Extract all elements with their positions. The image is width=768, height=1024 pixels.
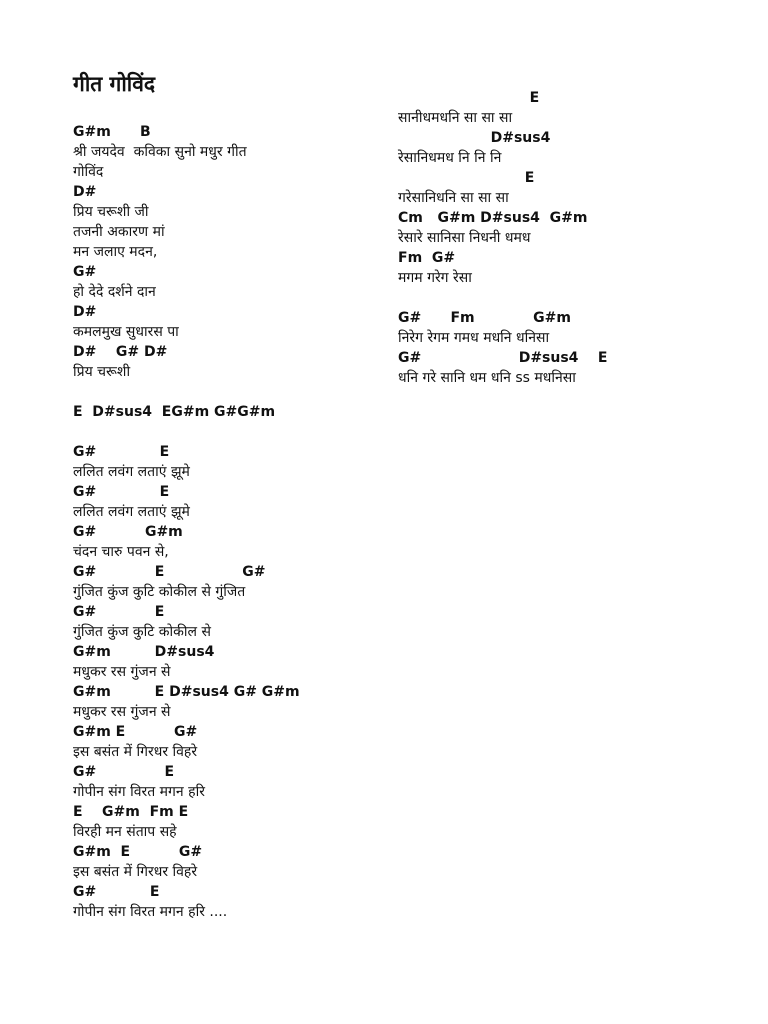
lyric-line: गोविंद — [73, 164, 104, 180]
lyric-line: सानीधमधनि सा सा सा — [398, 110, 513, 126]
spacer — [73, 422, 393, 442]
lyric-line: तजनी अकारण मां — [73, 224, 165, 240]
lyric-line: श्री जयदेव कविका सुनो मधुर गीत — [73, 144, 247, 160]
chord-line: G#m E G# — [73, 724, 198, 740]
lyric-line: मधुकर रस गुंजन से — [73, 704, 171, 720]
spacer — [398, 288, 758, 308]
chord-line: E D#sus4 EG#m G#G#m — [73, 404, 276, 420]
lyric-line: रेसारे सानिसा निधनी धमध — [398, 230, 531, 246]
chord-line: G# D#sus4 E — [398, 350, 608, 366]
chord-line: Fm G# — [398, 250, 456, 266]
chord-line: G# — [73, 264, 97, 280]
chord-line: G# Fm G#m — [398, 310, 571, 326]
lyric-line: गुंजित कुंज कुटि कोकील से — [73, 624, 211, 640]
lyric-line: इस बसंत में गिरधर विहरे — [73, 864, 198, 880]
lyric-line: प्रिय चरूशी जी — [73, 204, 149, 220]
lyric-line: मन जलाए मदन, — [73, 244, 158, 260]
lyric-line: प्रिय चरूशी — [73, 364, 131, 380]
left-column — [73, 122, 393, 922]
lyric-line: गोपीन संग विरत मगन हरि — [73, 784, 205, 800]
chord-line: G# E — [73, 604, 165, 620]
chord-line: D#sus4 — [398, 130, 551, 146]
chord-line: E — [398, 170, 535, 186]
chord-line: G# E — [73, 444, 170, 460]
spacer — [73, 382, 393, 402]
lyric-line: ललित लवंग लताएं झूमे — [73, 464, 190, 480]
lyric-line: निरेग रेगम गमध मधनि धनिसा — [398, 330, 550, 346]
lyric-line: गोपीन संग विरत मगन हरि .... — [73, 904, 228, 920]
lyric-line: कमलमुख सुधारस पा — [73, 324, 179, 340]
chord-line: E — [398, 90, 540, 106]
lyric-line: विरही मन संताप सहे — [73, 824, 177, 840]
chord-line: D# G# D# — [73, 344, 168, 360]
lyric-line: इस बसंत में गिरधर विहरे — [73, 744, 198, 760]
chord-line: G# E G# — [73, 564, 266, 580]
lyric-line: गरेसानिधनि सा सा सा — [398, 190, 509, 206]
lyric-line: हो देदे दर्शने दान — [73, 284, 156, 300]
page-title: गीत गोविंद — [73, 72, 156, 96]
chord-line: G#m E D#sus4 G# G#m — [73, 684, 300, 700]
chord-line: E G#m Fm E — [73, 804, 189, 820]
lyric-line: मगम गरेग रेसा — [398, 270, 472, 286]
chord-line: D# — [73, 304, 97, 320]
lyric-line: धनि गरे सानि धम धनि ss मधनिसा — [398, 370, 576, 386]
chord-line: G#m E G# — [73, 844, 203, 860]
chord-line: G#m D#sus4 — [73, 644, 215, 660]
chord-line: G# G#m — [73, 524, 183, 540]
chord-line: G#m B — [73, 124, 151, 140]
lyric-line: चंदन चारु पवन से, — [73, 544, 169, 560]
chord-line: G# E — [73, 484, 170, 500]
lyric-line: गुंजित कुंज कुटि कोकील से गुंजित — [73, 584, 246, 600]
chord-line: D# — [73, 184, 97, 200]
chord-line: G# E — [73, 884, 160, 900]
chord-line: G# E — [73, 764, 175, 780]
lyric-line: ललित लवंग लताएं झूमे — [73, 504, 190, 520]
chord-line: Cm G#m D#sus4 G#m — [398, 210, 588, 226]
right-column — [398, 88, 758, 388]
lyric-line: रेसानिधमध नि नि नि — [398, 150, 502, 166]
lyric-line: मधुकर रस गुंजन से — [73, 664, 171, 680]
